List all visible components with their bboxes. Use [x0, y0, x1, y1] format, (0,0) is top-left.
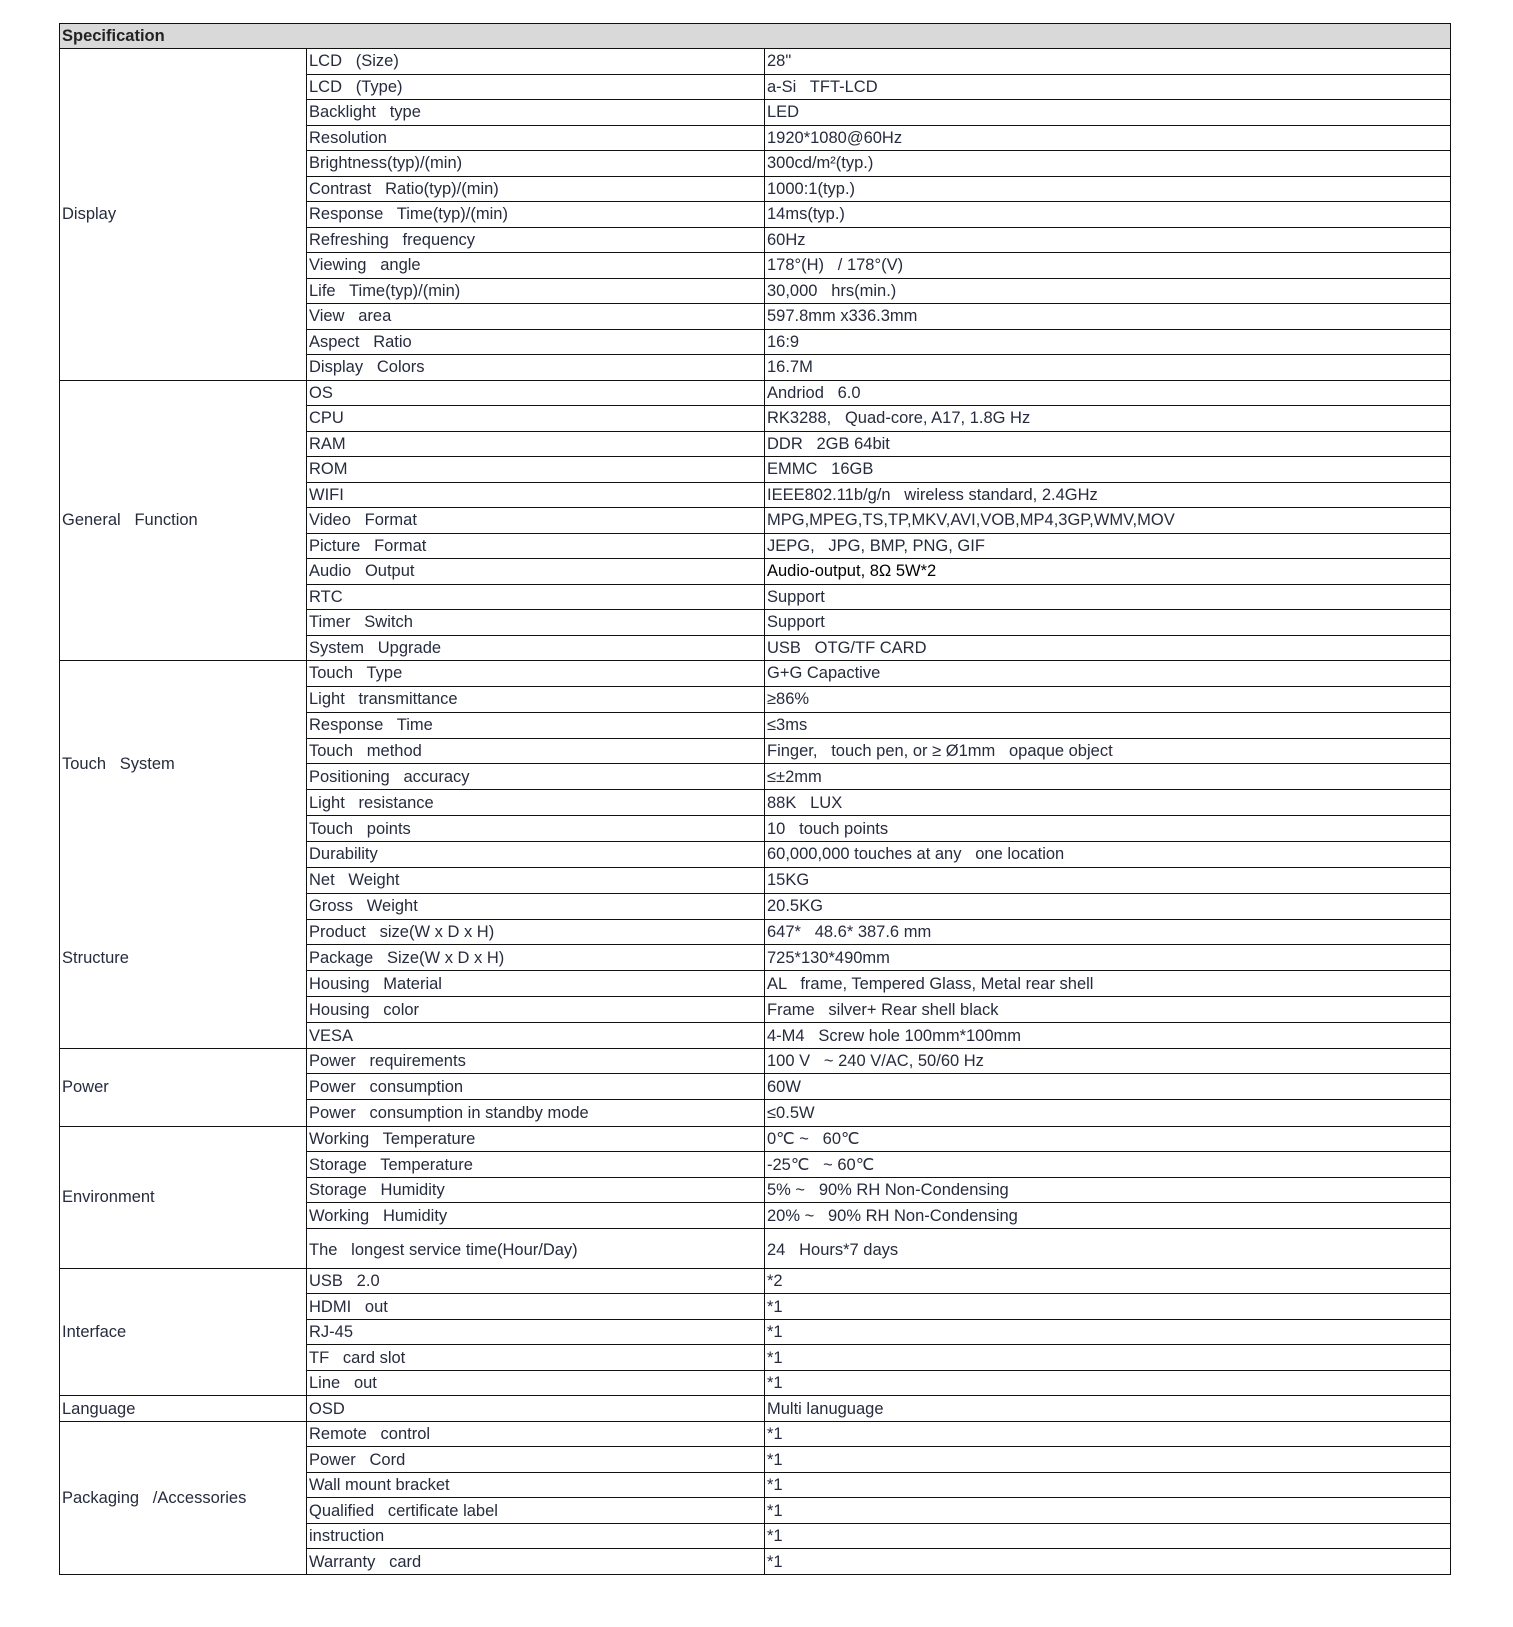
spec-name: Refreshing frequency: [307, 227, 765, 253]
spec-name: Aspect Ratio: [307, 329, 765, 355]
spec-value: Audio-output, 8Ω 5W*2: [765, 559, 1451, 585]
spec-name: Line out: [307, 1370, 765, 1396]
spec-name: Power consumption in standby mode: [307, 1099, 765, 1126]
spec-name: The longest service time(Hour/Day): [307, 1228, 765, 1268]
spec-value: 1000:1(typ.): [765, 176, 1451, 202]
spec-value: *1: [765, 1447, 1451, 1473]
spec-name: Power Cord: [307, 1447, 765, 1473]
spec-name: CPU: [307, 406, 765, 432]
spec-name: HDMI out: [307, 1294, 765, 1320]
spec-name: Video Format: [307, 508, 765, 534]
spec-name: Package Size(W x D x H): [307, 945, 765, 971]
spec-value: *1: [765, 1472, 1451, 1498]
group-label: Language: [60, 1396, 307, 1422]
spec-name: ROM: [307, 457, 765, 483]
spec-value: 597.8mm x336.3mm: [765, 304, 1451, 330]
group-label: Packaging /Accessories: [60, 1421, 307, 1574]
spec-value: 4-M4 Screw hole 100mm*100mm: [765, 1023, 1451, 1049]
spec-value: -25℃ ~ 60℃: [765, 1152, 1451, 1178]
spec-value: 88K LUX: [765, 790, 1451, 816]
spec-name: Picture Format: [307, 533, 765, 559]
spec-value: a-Si TFT-LCD: [765, 74, 1451, 100]
spec-value: 5% ~ 90% RH Non-Condensing: [765, 1177, 1451, 1203]
spec-value: *1: [765, 1319, 1451, 1345]
spec-value: *1: [765, 1421, 1451, 1447]
spec-name: Durability: [307, 842, 765, 868]
spec-value: 10 touch points: [765, 816, 1451, 842]
spec-value: 100 V ~ 240 V/AC, 50/60 Hz: [765, 1048, 1451, 1074]
spec-value: ≤0.5W: [765, 1099, 1451, 1126]
spec-value: ≤±2mm: [765, 764, 1451, 790]
table-row: [60, 1268, 1451, 1294]
spec-name: View area: [307, 304, 765, 330]
spec-name: Light transmittance: [307, 686, 765, 712]
spec-name: LCD (Type): [307, 74, 765, 100]
spec-value: Frame silver+ Rear shell black: [765, 997, 1451, 1023]
spec-name: Housing color: [307, 997, 765, 1023]
spec-value: Support: [765, 584, 1451, 610]
spec-value: *1: [765, 1523, 1451, 1549]
table-row: [60, 661, 1451, 687]
spec-value: IEEE802.11b/g/n wireless standard, 2.4GHz: [765, 482, 1451, 508]
spec-value: RK3288, Quad-core, A17, 1.8G Hz: [765, 406, 1451, 432]
spec-value: *1: [765, 1345, 1451, 1371]
spec-value: 725*130*490mm: [765, 945, 1451, 971]
spec-value: 24 Hours*7 days: [765, 1228, 1451, 1268]
spec-name: Light resistance: [307, 790, 765, 816]
specification-table: [59, 23, 1451, 1575]
spec-value: 60W: [765, 1074, 1451, 1100]
spec-name: Brightness(typ)/(min): [307, 151, 765, 177]
spec-name: Backlight type: [307, 100, 765, 126]
table-row: [60, 1048, 1451, 1074]
spec-value: Support: [765, 610, 1451, 636]
spec-name: Remote control: [307, 1421, 765, 1447]
spec-value: ≤3ms: [765, 712, 1451, 738]
spec-name: Storage Humidity: [307, 1177, 765, 1203]
spec-value: *1: [765, 1498, 1451, 1524]
spec-name: VESA: [307, 1023, 765, 1049]
spec-value: 30,000 hrs(min.): [765, 278, 1451, 304]
table-row: [60, 380, 1451, 406]
spec-name: Audio Output: [307, 559, 765, 585]
spec-value: 1920*1080@60Hz: [765, 125, 1451, 151]
spec-value: 178°(H) / 178°(V): [765, 253, 1451, 279]
group-label-cell: [60, 661, 307, 1049]
spec-name: LCD (Size): [307, 49, 765, 75]
spec-name: WIFI: [307, 482, 765, 508]
spec-name: Viewing angle: [307, 253, 765, 279]
group-label: Display: [60, 49, 307, 381]
table-row: [60, 1421, 1451, 1447]
spec-name: USB 2.0: [307, 1268, 765, 1294]
spec-value: EMMC 16GB: [765, 457, 1451, 483]
spec-name: Gross Weight: [307, 893, 765, 919]
spec-value: 647* 48.6* 387.6 mm: [765, 919, 1451, 945]
spec-name: OS: [307, 380, 765, 406]
table-title: Specification: [60, 24, 1451, 49]
spec-value: 14ms(typ.): [765, 202, 1451, 228]
spec-name: Touch Type: [307, 661, 765, 687]
spec-value: LED: [765, 100, 1451, 126]
spec-name: RAM: [307, 431, 765, 457]
spec-name: Qualified certificate label: [307, 1498, 765, 1524]
spec-value: ≥86%: [765, 686, 1451, 712]
spec-value: *1: [765, 1549, 1451, 1575]
spec-value: 300cd/m²(typ.): [765, 151, 1451, 177]
spec-name: instruction: [307, 1523, 765, 1549]
spec-name: Timer Switch: [307, 610, 765, 636]
spec-name: Working Humidity: [307, 1203, 765, 1229]
spec-name: Life Time(typ)/(min): [307, 278, 765, 304]
group-label: Structure: [62, 948, 129, 967]
spec-name: RTC: [307, 584, 765, 610]
spec-value: Finger, touch pen, or ≥ Ø1mm opaque object: [765, 738, 1451, 764]
spec-value: 15KG: [765, 867, 1451, 893]
group-label: Environment: [60, 1126, 307, 1268]
spec-name: Touch method: [307, 738, 765, 764]
spec-value: 60Hz: [765, 227, 1451, 253]
spec-name: Storage Temperature: [307, 1152, 765, 1178]
spec-name: TF card slot: [307, 1345, 765, 1371]
table-row: [60, 1396, 1451, 1422]
spec-name: Working Temperature: [307, 1126, 765, 1152]
spec-value: 0℃ ~ 60℃: [765, 1126, 1451, 1152]
spec-name: Wall mount bracket: [307, 1472, 765, 1498]
spec-name: System Upgrade: [307, 635, 765, 661]
spec-value: JEPG, JPG, BMP, PNG, GIF: [765, 533, 1451, 559]
spec-name: Power requirements: [307, 1048, 765, 1074]
spec-value: 60,000,000 touches at any one location: [765, 842, 1451, 868]
spec-value: DDR 2GB 64bit: [765, 431, 1451, 457]
spec-name: RJ-45: [307, 1319, 765, 1345]
spec-name: Resolution: [307, 125, 765, 151]
spec-name: Contrast Ratio(typ)/(min): [307, 176, 765, 202]
group-label: Touch System: [62, 755, 175, 774]
spec-value: Multi lanuguage: [765, 1396, 1451, 1422]
spec-name: Warranty card: [307, 1549, 765, 1575]
spec-name: Display Colors: [307, 355, 765, 381]
spec-value: 16:9: [765, 329, 1451, 355]
spec-name: Touch points: [307, 816, 765, 842]
group-label: Interface: [60, 1268, 307, 1396]
spec-value: *1: [765, 1294, 1451, 1320]
spec-value: *1: [765, 1370, 1451, 1396]
group-label: Power: [60, 1048, 307, 1126]
spec-name: Response Time(typ)/(min): [307, 202, 765, 228]
spec-value: MPG,MPEG,TS,TP,MKV,AVI,VOB,MP4,3GP,WMV,MOV: [765, 508, 1451, 534]
table-row: [60, 1126, 1451, 1152]
spec-name: Power consumption: [307, 1074, 765, 1100]
spec-name: OSD: [307, 1396, 765, 1422]
table-header-row: [60, 24, 1451, 49]
spec-value: 16.7M: [765, 355, 1451, 381]
group-label: General Function: [60, 380, 307, 661]
spec-value: G+G Capactive: [765, 661, 1451, 687]
spec-name: Product size(W x D x H): [307, 919, 765, 945]
spec-value: AL frame, Tempered Glass, Metal rear shell: [765, 971, 1451, 997]
table-row: [60, 49, 1451, 75]
spec-name: Positioning accuracy: [307, 764, 765, 790]
spec-value: *2: [765, 1268, 1451, 1294]
spec-name: Net Weight: [307, 867, 765, 893]
spec-name: Response Time: [307, 712, 765, 738]
spec-name: Housing Material: [307, 971, 765, 997]
spec-value: 20% ~ 90% RH Non-Condensing: [765, 1203, 1451, 1229]
spec-value: Andriod 6.0: [765, 380, 1451, 406]
spec-value: 20.5KG: [765, 893, 1451, 919]
spec-value: USB OTG/TF CARD: [765, 635, 1451, 661]
spec-value: 28": [765, 49, 1451, 75]
